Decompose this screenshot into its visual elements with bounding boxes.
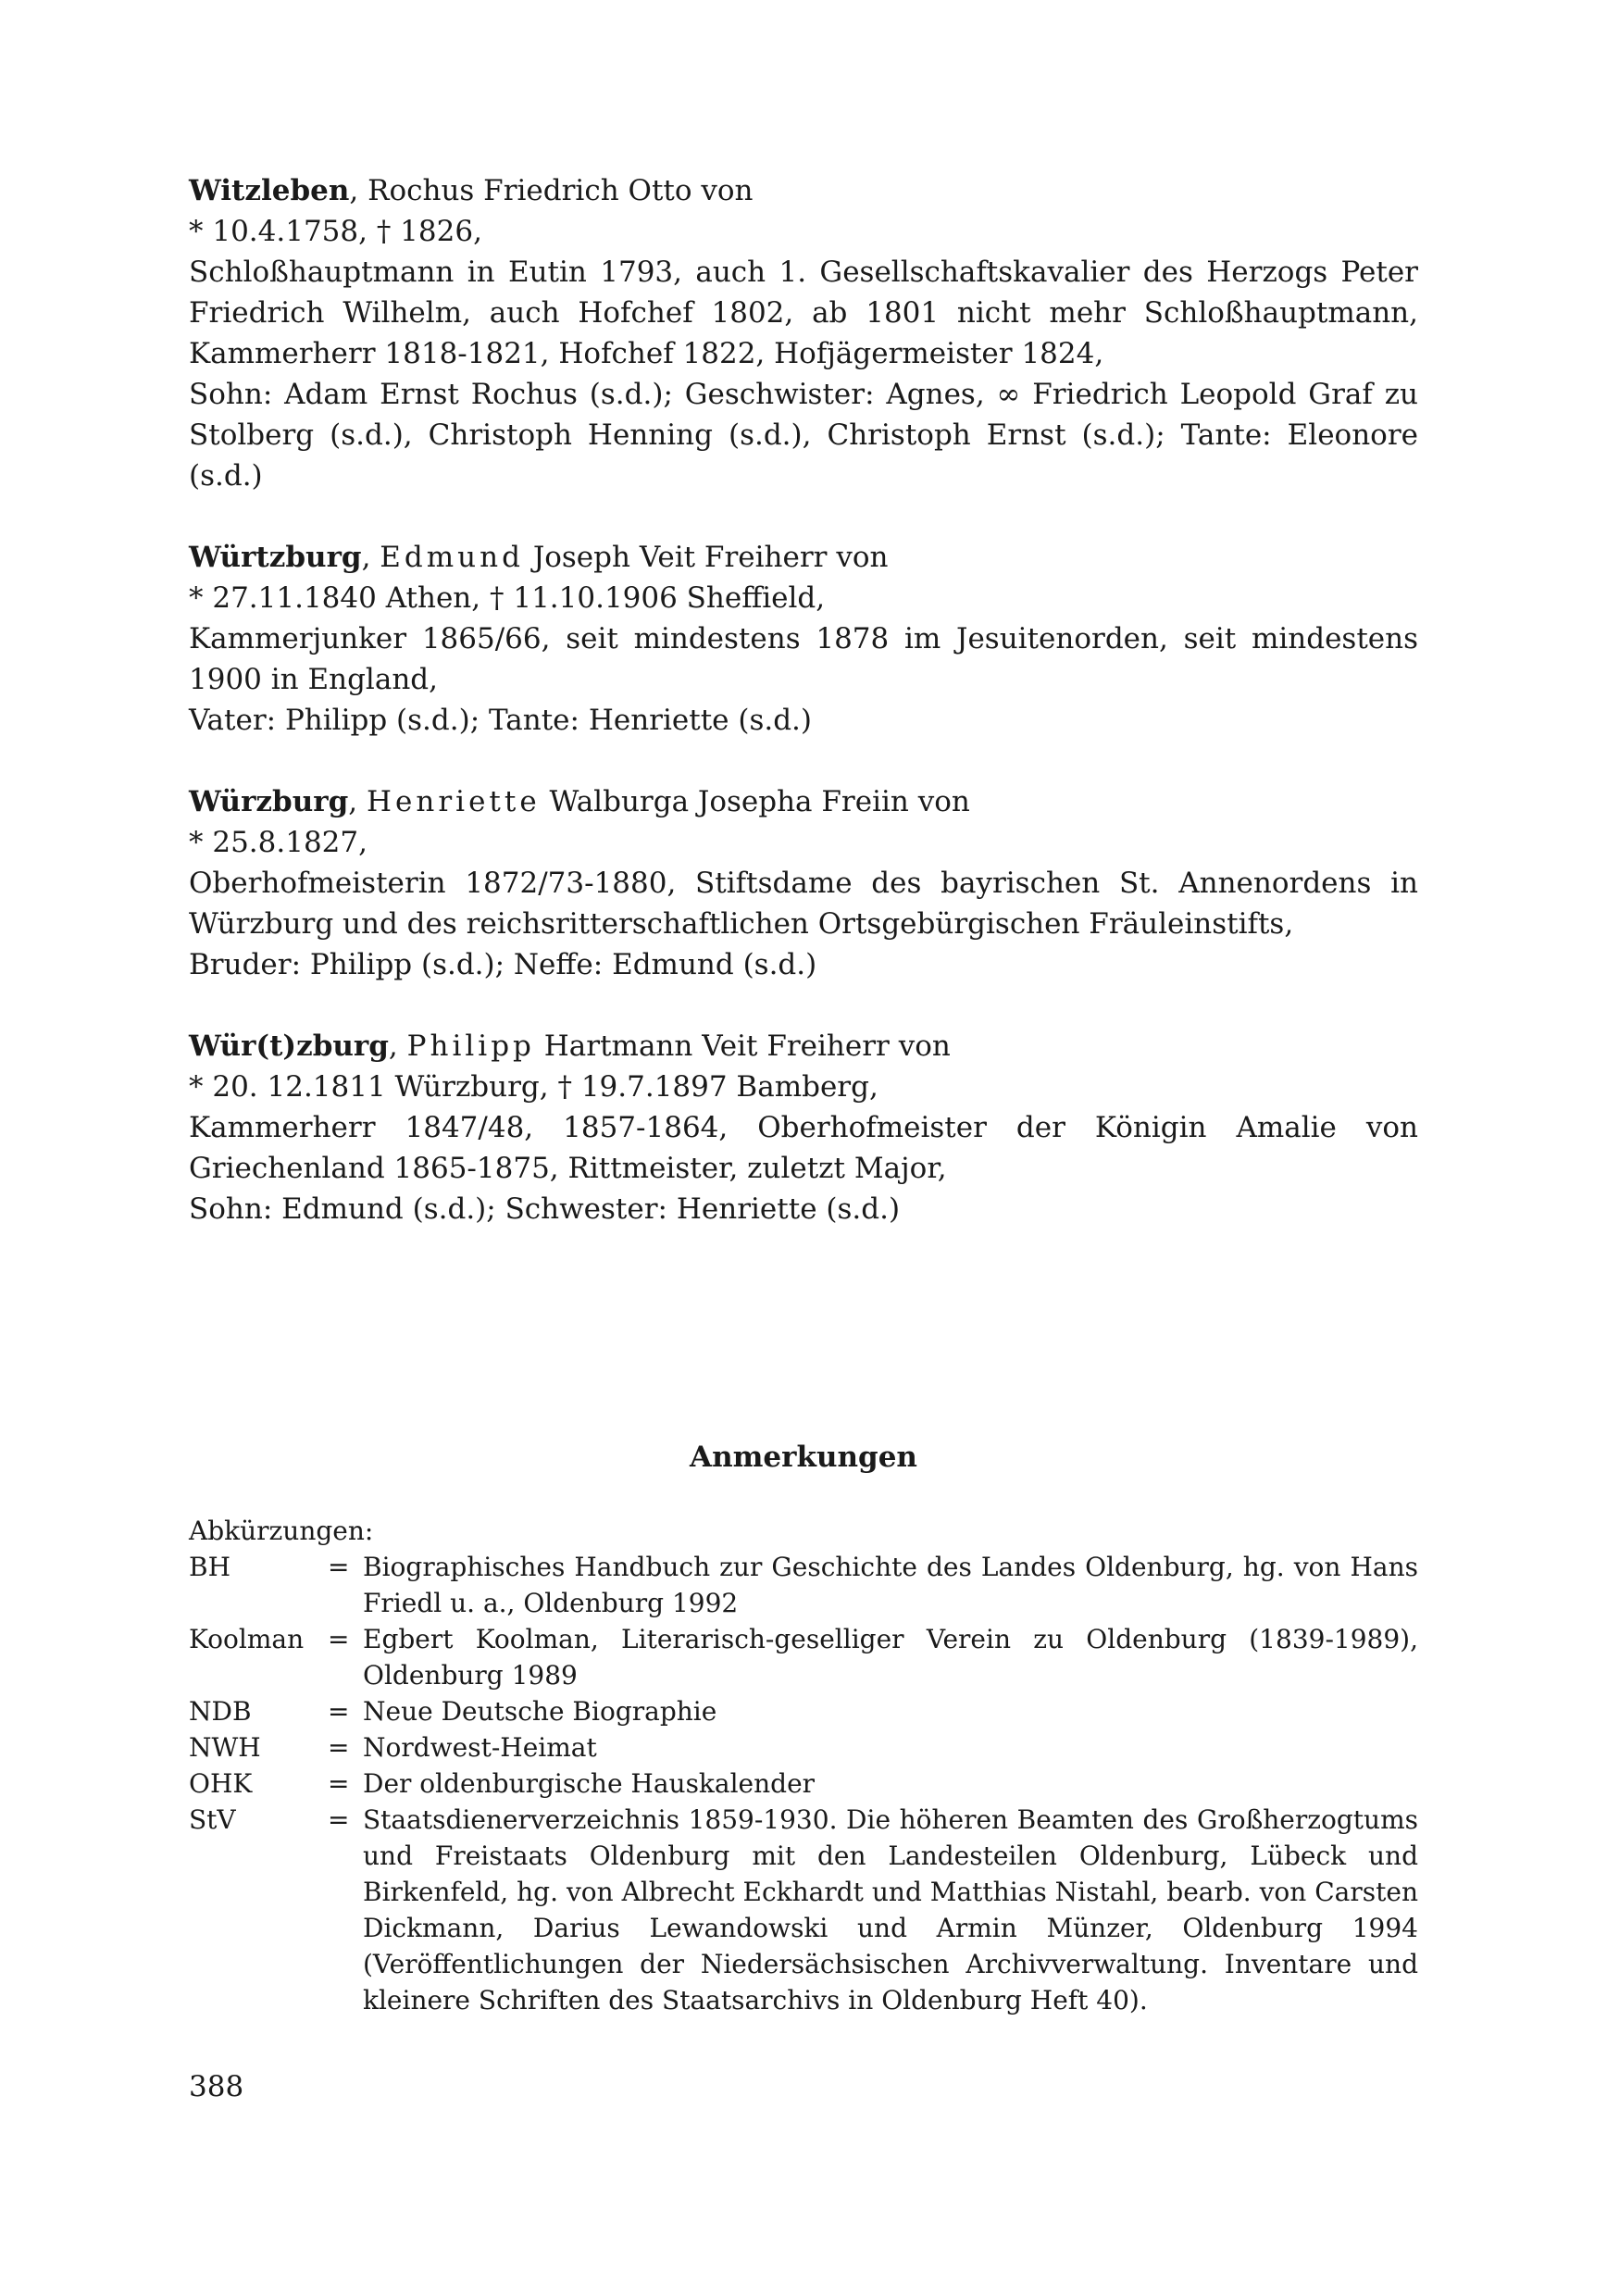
entry-wuertzburg-philipp xyxy=(189,1026,1418,1229)
entry-surname: Würtzburg xyxy=(189,541,362,574)
abbreviation-equals: = xyxy=(328,1624,350,1654)
abbreviation-equals: = xyxy=(328,1804,350,1835)
abbreviations-section xyxy=(189,1513,1418,2018)
entry-body xyxy=(189,618,1418,741)
entry-surname: Wür(t)zburg xyxy=(189,1029,389,1063)
entry-relations: Bruder: Philipp (s.d.); Neffe: Edmund (s.d.) xyxy=(189,948,817,981)
abbreviations-intro: Abkürzungen: xyxy=(189,1516,374,1546)
entry-heading: Witzleben, Rochus Friedrich Otto von xyxy=(189,174,754,207)
entry-wuertzburg-edmund xyxy=(189,537,1418,741)
entry-dates: * 10.4.1758, † 1826, xyxy=(189,215,482,248)
abbreviations-table xyxy=(189,1549,1418,2018)
entry-career: Oberhofmeisterin 1872/73-1880, Stiftsdame des bayrischen St. Annenordens in Würzburg und des reichsritterschaftlichen Ortsgebürgischen Fräuleinstifts, xyxy=(189,867,1418,941)
entry-career: Kammerjunker 1865/66, seit mindestens 1878 im Jesuitenorden, seit mindestens 1900 in England, xyxy=(189,622,1418,696)
entry-given-name: Philipp xyxy=(406,1029,535,1063)
abbreviation-value: Der oldenburgische Hauskalender xyxy=(363,1768,816,1799)
abbreviation-value: Nordwest-Heimat xyxy=(363,1732,597,1763)
entry-given-name: Henriette xyxy=(366,785,541,818)
abbreviation-row xyxy=(189,1729,1418,1766)
entry-dates: * 25.8.1827, xyxy=(189,826,367,859)
abbreviation-value: Staatsdienerverzeichnis 1859-1930. Die höheren Beamten des Großherzogtums und Freistaats Oldenburg mit den Landesteilen Oldenburg, Lübeck und Birkenfeld, hg. von Albrecht Eckhardt und Matthias Nistahl, bearb. von Carsten Dickmann, Darius Lewandowski und Armin Münzer, Oldenburg 1994 (Veröffentlichungen der Niedersächsischen Archivverwaltung. Inventare und kleinere Schriften des Staatsarchivs in Oldenburg Heft 40). xyxy=(363,1804,1418,2015)
abbreviation-row xyxy=(189,1621,1418,1693)
entry-wuerzburg-henriette xyxy=(189,781,1418,985)
entry-body xyxy=(189,863,1418,985)
abbreviation-key: BH xyxy=(189,1552,230,1582)
abbreviation-row xyxy=(189,1549,1418,1621)
abbreviation-value: Biographisches Handbuch zur Geschichte des Landes Oldenburg, hg. von Hans Friedl u. a., Oldenburg 1992 xyxy=(363,1552,1418,1618)
abbreviation-row xyxy=(189,1802,1418,2018)
biographical-entries xyxy=(189,170,1418,1270)
entry-body xyxy=(189,252,1418,496)
abbreviation-equals: = xyxy=(328,1696,350,1727)
entry-relations: Sohn: Adam Ernst Rochus (s.d.); Geschwister: Agnes, ∞ Friedrich Leopold Graf zu Stolberg (s.d.), Christoph Henning (s.d.), Christoph Ernst (s.d.); Tante: Eleonore (s.d.) xyxy=(189,378,1418,493)
entry-surname: Witzleben xyxy=(189,174,350,207)
abbreviation-equals: = xyxy=(328,1552,350,1582)
abbreviation-key: NDB xyxy=(189,1696,252,1727)
abbreviation-equals: = xyxy=(328,1732,350,1763)
abbreviation-key: StV xyxy=(189,1804,236,1835)
abbreviation-row xyxy=(189,1766,1418,1802)
entry-heading: Würzburg, Henriette Walburga Josepha Freiin von xyxy=(189,785,970,818)
entry-name-rest: Rochus Friedrich Otto von xyxy=(367,174,754,207)
entry-relations: Vater: Philipp (s.d.); Tante: Henriette (s.d.) xyxy=(189,704,813,737)
abbreviation-key: NWH xyxy=(189,1732,261,1763)
abbreviation-key: Koolman xyxy=(189,1624,305,1654)
entry-career: Kammerherr 1847/48, 1857-1864, Oberhofmeister der Königin Amalie von Griechenland 1865-1875, Rittmeister, zuletzt Major, xyxy=(189,1111,1418,1185)
notes-heading: Anmerkungen xyxy=(690,1441,917,1474)
abbreviation-key: OHK xyxy=(189,1768,253,1799)
abbreviation-equals: = xyxy=(328,1768,350,1799)
entry-given-name: Edmund xyxy=(380,541,524,574)
abbreviation-row xyxy=(189,1693,1418,1729)
entry-relations: Sohn: Edmund (s.d.); Schwester: Henriette (s.d.) xyxy=(189,1192,901,1226)
entry-heading: Wür(t)zburg, Philipp Hartmann Veit Freiherr von xyxy=(189,1029,951,1063)
entry-dates: * 27.11.1840 Athen, † 11.10.1906 Sheffield, xyxy=(189,581,826,615)
abbreviation-value: Neue Deutsche Biographie xyxy=(363,1696,717,1727)
entry-name-rest: Joseph Veit Freiherr von xyxy=(532,541,889,574)
entry-name-rest: Walburga Josepha Freiin von xyxy=(549,785,970,818)
entry-witzleben xyxy=(189,170,1418,496)
page-number: 388 xyxy=(189,2070,244,2103)
entry-heading: Würtzburg, Edmund Joseph Veit Freiherr von xyxy=(189,541,889,574)
entry-dates: * 20. 12.1811 Würzburg, † 19.7.1897 Bamberg, xyxy=(189,1070,878,1104)
entry-name-rest: Hartmann Veit Freiherr von xyxy=(543,1029,951,1063)
entry-career: Schloßhauptmann in Eutin 1793, auch 1. Gesellschaftskavalier des Herzogs Peter Friedrich Wilhelm, auch Hofchef 1802, ab 1801 nicht mehr Schloßhauptmann, Kammerherr 1818-1821, Hofchef 1822, Hofjägermeister 1824, xyxy=(189,256,1418,370)
entry-body xyxy=(189,1107,1418,1229)
entry-surname: Würzburg xyxy=(189,785,349,818)
abbreviation-value: Egbert Koolman, Literarisch-geselliger Verein zu Oldenburg (1839-1989), Oldenburg 1989 xyxy=(363,1624,1418,1691)
